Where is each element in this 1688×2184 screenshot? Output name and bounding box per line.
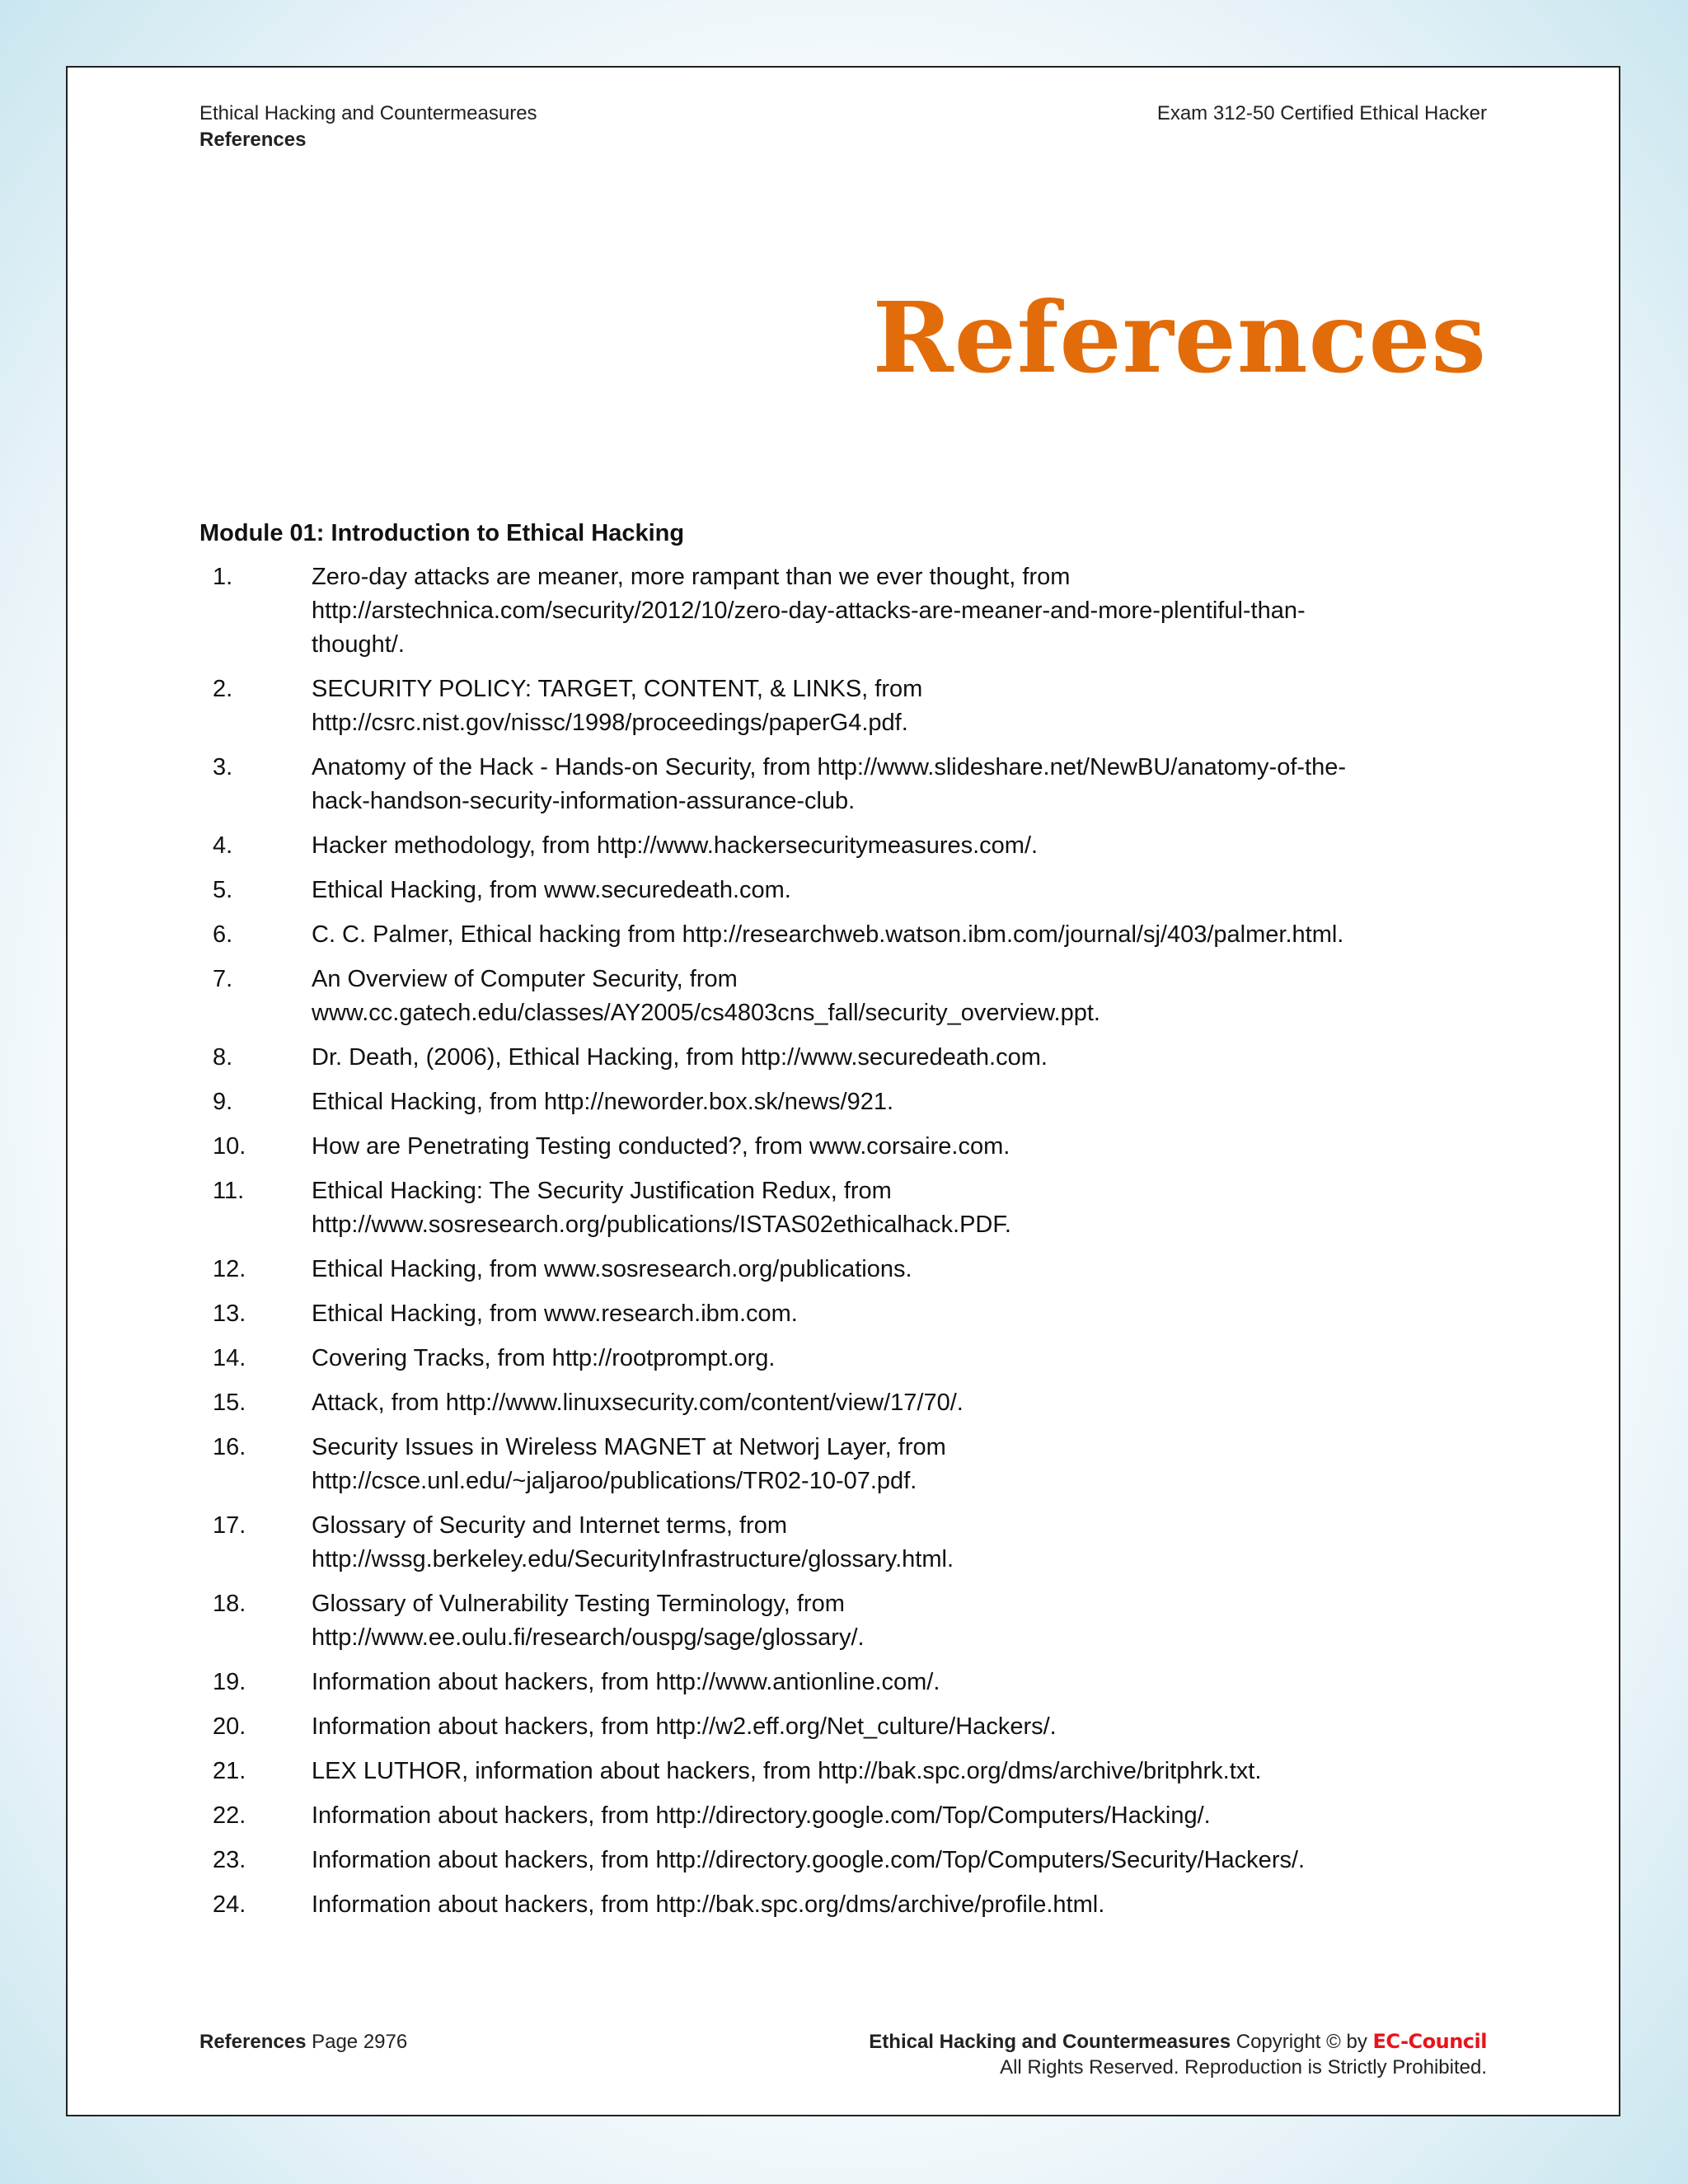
reference-text [312, 1342, 1518, 1376]
reference-number: 22. [213, 1802, 246, 1829]
document-page [66, 66, 1620, 2116]
reference-line: Ethical Hacking, from www.research.ibm.com. [312, 1301, 798, 1327]
reference-line: www.cc.gatech.edu/classes/AY2005/cs4803cns_fall/security_overview.ppt. [312, 1000, 1100, 1026]
reference-line: thought/. [312, 631, 405, 658]
reference-line: Ethical Hacking, from www.securedeath.com. [312, 877, 791, 903]
reference-list [199, 560, 1518, 1933]
header-course: Ethical Hacking and Countermeasures [199, 102, 537, 124]
reference-text [312, 1710, 1518, 1744]
reference-number: 2. [213, 676, 233, 702]
reference-item [199, 829, 1518, 863]
reference-text [312, 751, 1518, 818]
reference-number: 3. [213, 754, 233, 780]
ec-council-logo: EC-Council [1372, 2030, 1487, 2053]
reference-number: 18. [213, 1591, 246, 1617]
reference-line: Dr. Death, (2006), Ethical Hacking, from http://www.securedeath.com. [312, 1044, 1048, 1071]
footer-section: References [199, 2031, 307, 2053]
reference-line: Information about hackers, from http://w2.eff.org/Net_culture/Hackers/. [312, 1713, 1057, 1740]
reference-item [199, 874, 1518, 907]
reference-text [312, 1666, 1518, 1699]
reference-text [312, 1130, 1518, 1164]
page-footer-right [869, 2029, 1487, 2080]
reference-item [199, 1342, 1518, 1376]
reference-line: Glossary of Vulnerability Testing Terminology, from [312, 1591, 845, 1617]
reference-item [199, 1174, 1518, 1242]
reference-item [199, 1666, 1518, 1699]
footer-copyright-by: Copyright © by [1236, 2031, 1367, 2053]
reference-number: 8. [213, 1044, 233, 1071]
reference-number: 7. [213, 966, 233, 992]
reference-line: Information about hackers, from http://directory.google.com/Top/Computers/Hacking/. [312, 1802, 1211, 1829]
footer-rights: All Rights Reserved. Reproduction is Strictly Prohibited. [1000, 2056, 1487, 2079]
reference-number: 20. [213, 1713, 246, 1740]
reference-number: 15. [213, 1390, 246, 1416]
reference-line: http://www.sosresearch.org/publications/ISTAS02ethicalhack.PDF. [312, 1212, 1011, 1238]
header-exam: Exam 312-50 Certified Ethical Hacker [1156, 102, 1487, 124]
reference-item [199, 1799, 1518, 1833]
reference-item [199, 963, 1518, 1030]
reference-line: Covering Tracks, from http://rootprompt.org. [312, 1345, 776, 1371]
reference-number: 17. [213, 1512, 246, 1539]
reference-line: Anatomy of the Hack - Hands-on Security, from http://www.slideshare.net/NewBU/anatomy-of-the- [312, 754, 1347, 780]
header-section: References [199, 129, 307, 151]
reference-number: 13. [213, 1301, 246, 1327]
reference-text [312, 1431, 1518, 1498]
reference-item [199, 1253, 1518, 1286]
reference-line: hack-handson-security-information-assurance-club. [312, 788, 856, 814]
reference-item [199, 1755, 1518, 1788]
reference-text [312, 1587, 1518, 1655]
reference-text [312, 1297, 1518, 1331]
reference-item [199, 1297, 1518, 1331]
reference-number: 1. [213, 564, 233, 590]
reference-line: Information about hackers, from http://directory.google.com/Top/Computers/Security/Hackers/. [312, 1847, 1306, 1873]
reference-text [312, 1844, 1518, 1877]
reference-number: 4. [213, 832, 233, 859]
reference-line: http://csce.unl.edu/~jaljaroo/publications/TR02-10-07.pdf. [312, 1468, 917, 1494]
reference-text [312, 1888, 1518, 1922]
reference-text [312, 1085, 1518, 1119]
reference-item [199, 1431, 1518, 1498]
reference-text [312, 1509, 1518, 1577]
footer-course: Ethical Hacking and Countermeasures [869, 2031, 1231, 2053]
reference-number: 24. [213, 1891, 246, 1918]
reference-item [199, 673, 1518, 740]
reference-item [199, 560, 1518, 662]
reference-item [199, 1710, 1518, 1744]
reference-item [199, 1085, 1518, 1119]
reference-line: Ethical Hacking, from http://neworder.box.sk/news/921. [312, 1089, 894, 1115]
reference-number: 9. [213, 1089, 233, 1115]
reference-line: Attack, from http://www.linuxsecurity.com/content/view/17/70/. [312, 1390, 964, 1416]
reference-number: 12. [213, 1256, 246, 1282]
reference-line: Glossary of Security and Internet terms, from [312, 1512, 787, 1539]
reference-number: 11. [213, 1178, 245, 1204]
reference-line: Security Issues in Wireless MAGNET at Networj Layer, from [312, 1434, 946, 1460]
reference-line: C. C. Palmer, Ethical hacking from http://researchweb.watson.ibm.com/journal/sj/403/palmer.html. [312, 921, 1344, 948]
reference-line: http://wssg.berkeley.edu/SecurityInfrastructure/glossary.html. [312, 1546, 954, 1572]
reference-line: Zero-day attacks are meaner, more rampant than we ever thought, from [312, 564, 1071, 590]
reference-number: 6. [213, 921, 233, 948]
footer-page-number: Page 2976 [312, 2031, 408, 2053]
reference-line: http://csrc.nist.gov/nissc/1998/proceedings/paperG4.pdf. [312, 710, 908, 736]
reference-text [312, 1253, 1518, 1286]
reference-line: Ethical Hacking: The Security Justification Redux, from [312, 1178, 892, 1204]
reference-text [312, 673, 1518, 740]
reference-text [312, 1174, 1518, 1242]
reference-line: Information about hackers, from http://www.antionline.com/. [312, 1669, 940, 1695]
reference-line: http://arstechnica.com/security/2012/10/zero-day-attacks-are-meaner-and-more-plentiful-than- [312, 598, 1306, 624]
reference-item [199, 1844, 1518, 1877]
reference-number: 14. [213, 1345, 246, 1371]
reference-text [312, 874, 1518, 907]
reference-item [199, 1041, 1518, 1075]
reference-line: Hacker methodology, from http://www.hackersecuritymeasures.com/. [312, 832, 1039, 859]
reference-item [199, 1587, 1518, 1655]
reference-text [312, 1041, 1518, 1075]
reference-line: An Overview of Computer Security, from [312, 966, 738, 992]
reference-text [312, 1386, 1518, 1420]
reference-line: LEX LUTHOR, information about hackers, from http://bak.spc.org/dms/archive/britphrk.txt. [312, 1758, 1262, 1784]
module-heading: Module 01: Introduction to Ethical Hacking [199, 520, 685, 546]
reference-line: SECURITY POLICY: TARGET, CONTENT, & LINKS, from [312, 676, 923, 702]
reference-number: 10. [213, 1133, 246, 1160]
reference-item [199, 751, 1518, 818]
reference-line: How are Penetrating Testing conducted?, from www.corsaire.com. [312, 1133, 1010, 1160]
reference-text [312, 1755, 1518, 1788]
footer-copyright [869, 2029, 1487, 2055]
reference-line: Ethical Hacking, from www.sosresearch.org/publications. [312, 1256, 912, 1282]
reference-line: http://www.ee.oulu.fi/research/ouspg/sage/glossary/. [312, 1624, 865, 1651]
page-header-left [199, 101, 537, 153]
reference-number: 21. [213, 1758, 246, 1784]
reference-text [312, 560, 1518, 662]
reference-text [312, 963, 1518, 1030]
reference-text [312, 918, 1518, 952]
page-footer-left [199, 2029, 407, 2055]
reference-number: 19. [213, 1669, 246, 1695]
reference-number: 23. [213, 1847, 246, 1873]
reference-line: Information about hackers, from http://bak.spc.org/dms/archive/profile.html. [312, 1891, 1105, 1918]
reference-text [312, 829, 1518, 863]
reference-item [199, 1386, 1518, 1420]
reference-item [199, 1509, 1518, 1577]
reference-number: 5. [213, 877, 233, 903]
reference-item [199, 1130, 1518, 1164]
reference-text [312, 1799, 1518, 1833]
reference-number: 16. [213, 1434, 246, 1460]
reference-item [199, 918, 1518, 952]
reference-item [199, 1888, 1518, 1922]
page-title: References [872, 280, 1487, 395]
